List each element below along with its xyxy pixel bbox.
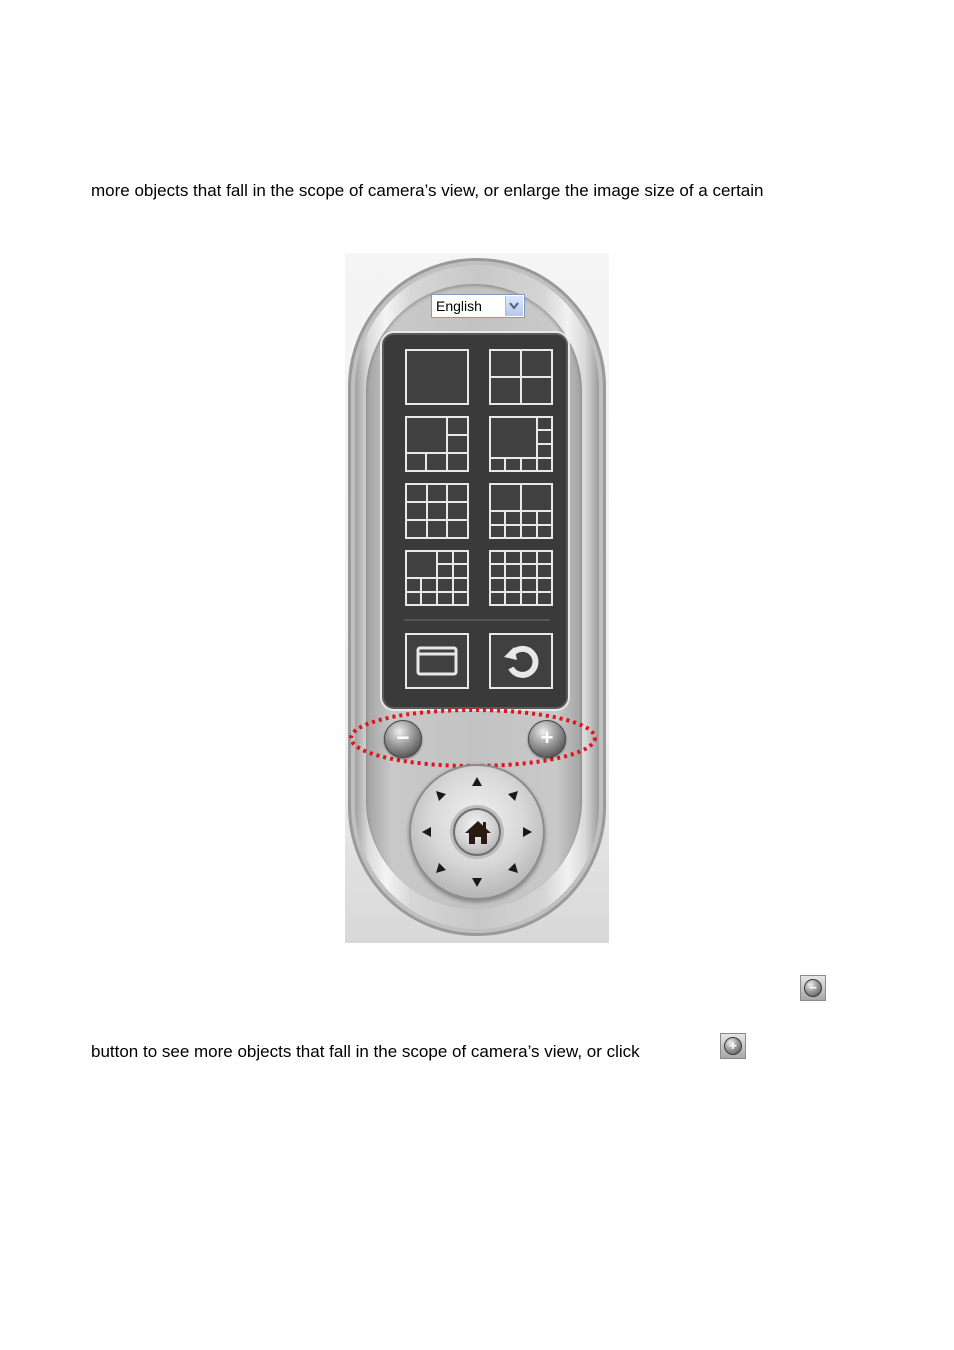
language-select-value: English (436, 298, 482, 314)
pan-down-right-arrow-icon[interactable] (506, 861, 520, 875)
sixteen-view-icon (489, 550, 553, 606)
ptz-control-ring (409, 764, 545, 900)
pan-down-arrow-icon[interactable] (470, 875, 484, 889)
paragraph-zoom-intro: more objects that fall in the scope of camera’s view, or enlarge the image size of a certain (91, 181, 764, 200)
quad-view-icon (489, 349, 553, 405)
camera-remote-panel (345, 253, 609, 943)
layout-ten-button[interactable] (489, 483, 553, 539)
pan-down-left-arrow-icon[interactable] (434, 861, 448, 875)
zoom-out-icon: − (396, 725, 410, 750)
full-screen-button[interactable] (405, 633, 469, 689)
home-icon (464, 819, 492, 845)
layout-six-button[interactable] (405, 416, 469, 472)
layout-thirteen-button[interactable] (405, 550, 469, 606)
full-screen-icon (405, 633, 469, 689)
zoom-out-button[interactable] (384, 720, 422, 758)
zoom-out-icon: − (804, 979, 822, 997)
layout-nine-button[interactable] (405, 483, 469, 539)
layout-divider (404, 619, 550, 621)
paragraph-zoom-instructions: button to see more objects that fall in the scope of camera’s view, or click (91, 1042, 640, 1061)
layout-single-button[interactable] (405, 349, 469, 405)
inline-zoom-in-button-image (720, 1033, 746, 1059)
pan-up-right-arrow-icon[interactable] (506, 789, 520, 803)
ten-view-icon (489, 483, 553, 539)
refresh-button[interactable] (489, 633, 553, 689)
layout-quad-button[interactable] (489, 349, 553, 405)
eight-view-icon (489, 416, 553, 472)
pan-up-left-arrow-icon[interactable] (434, 789, 448, 803)
chevron-down-icon[interactable] (505, 296, 523, 316)
layout-screen (382, 333, 568, 709)
refresh-icon (489, 633, 553, 689)
home-button[interactable] (453, 808, 501, 856)
pan-right-arrow-icon[interactable] (520, 825, 534, 839)
six-view-icon (405, 416, 469, 472)
nine-view-icon (405, 483, 469, 539)
zoom-in-icon: + (724, 1037, 742, 1055)
inline-zoom-out-button-image (800, 975, 826, 1001)
pan-up-arrow-icon[interactable] (470, 775, 484, 789)
language-select[interactable] (431, 294, 525, 318)
zoom-in-button[interactable] (528, 720, 566, 758)
layout-eight-button[interactable] (489, 416, 553, 472)
layout-sixteen-button[interactable] (489, 550, 553, 606)
zoom-in-icon: + (540, 725, 554, 750)
pan-left-arrow-icon[interactable] (420, 825, 434, 839)
single-view-icon (405, 349, 469, 405)
thirteen-view-icon (405, 550, 469, 606)
